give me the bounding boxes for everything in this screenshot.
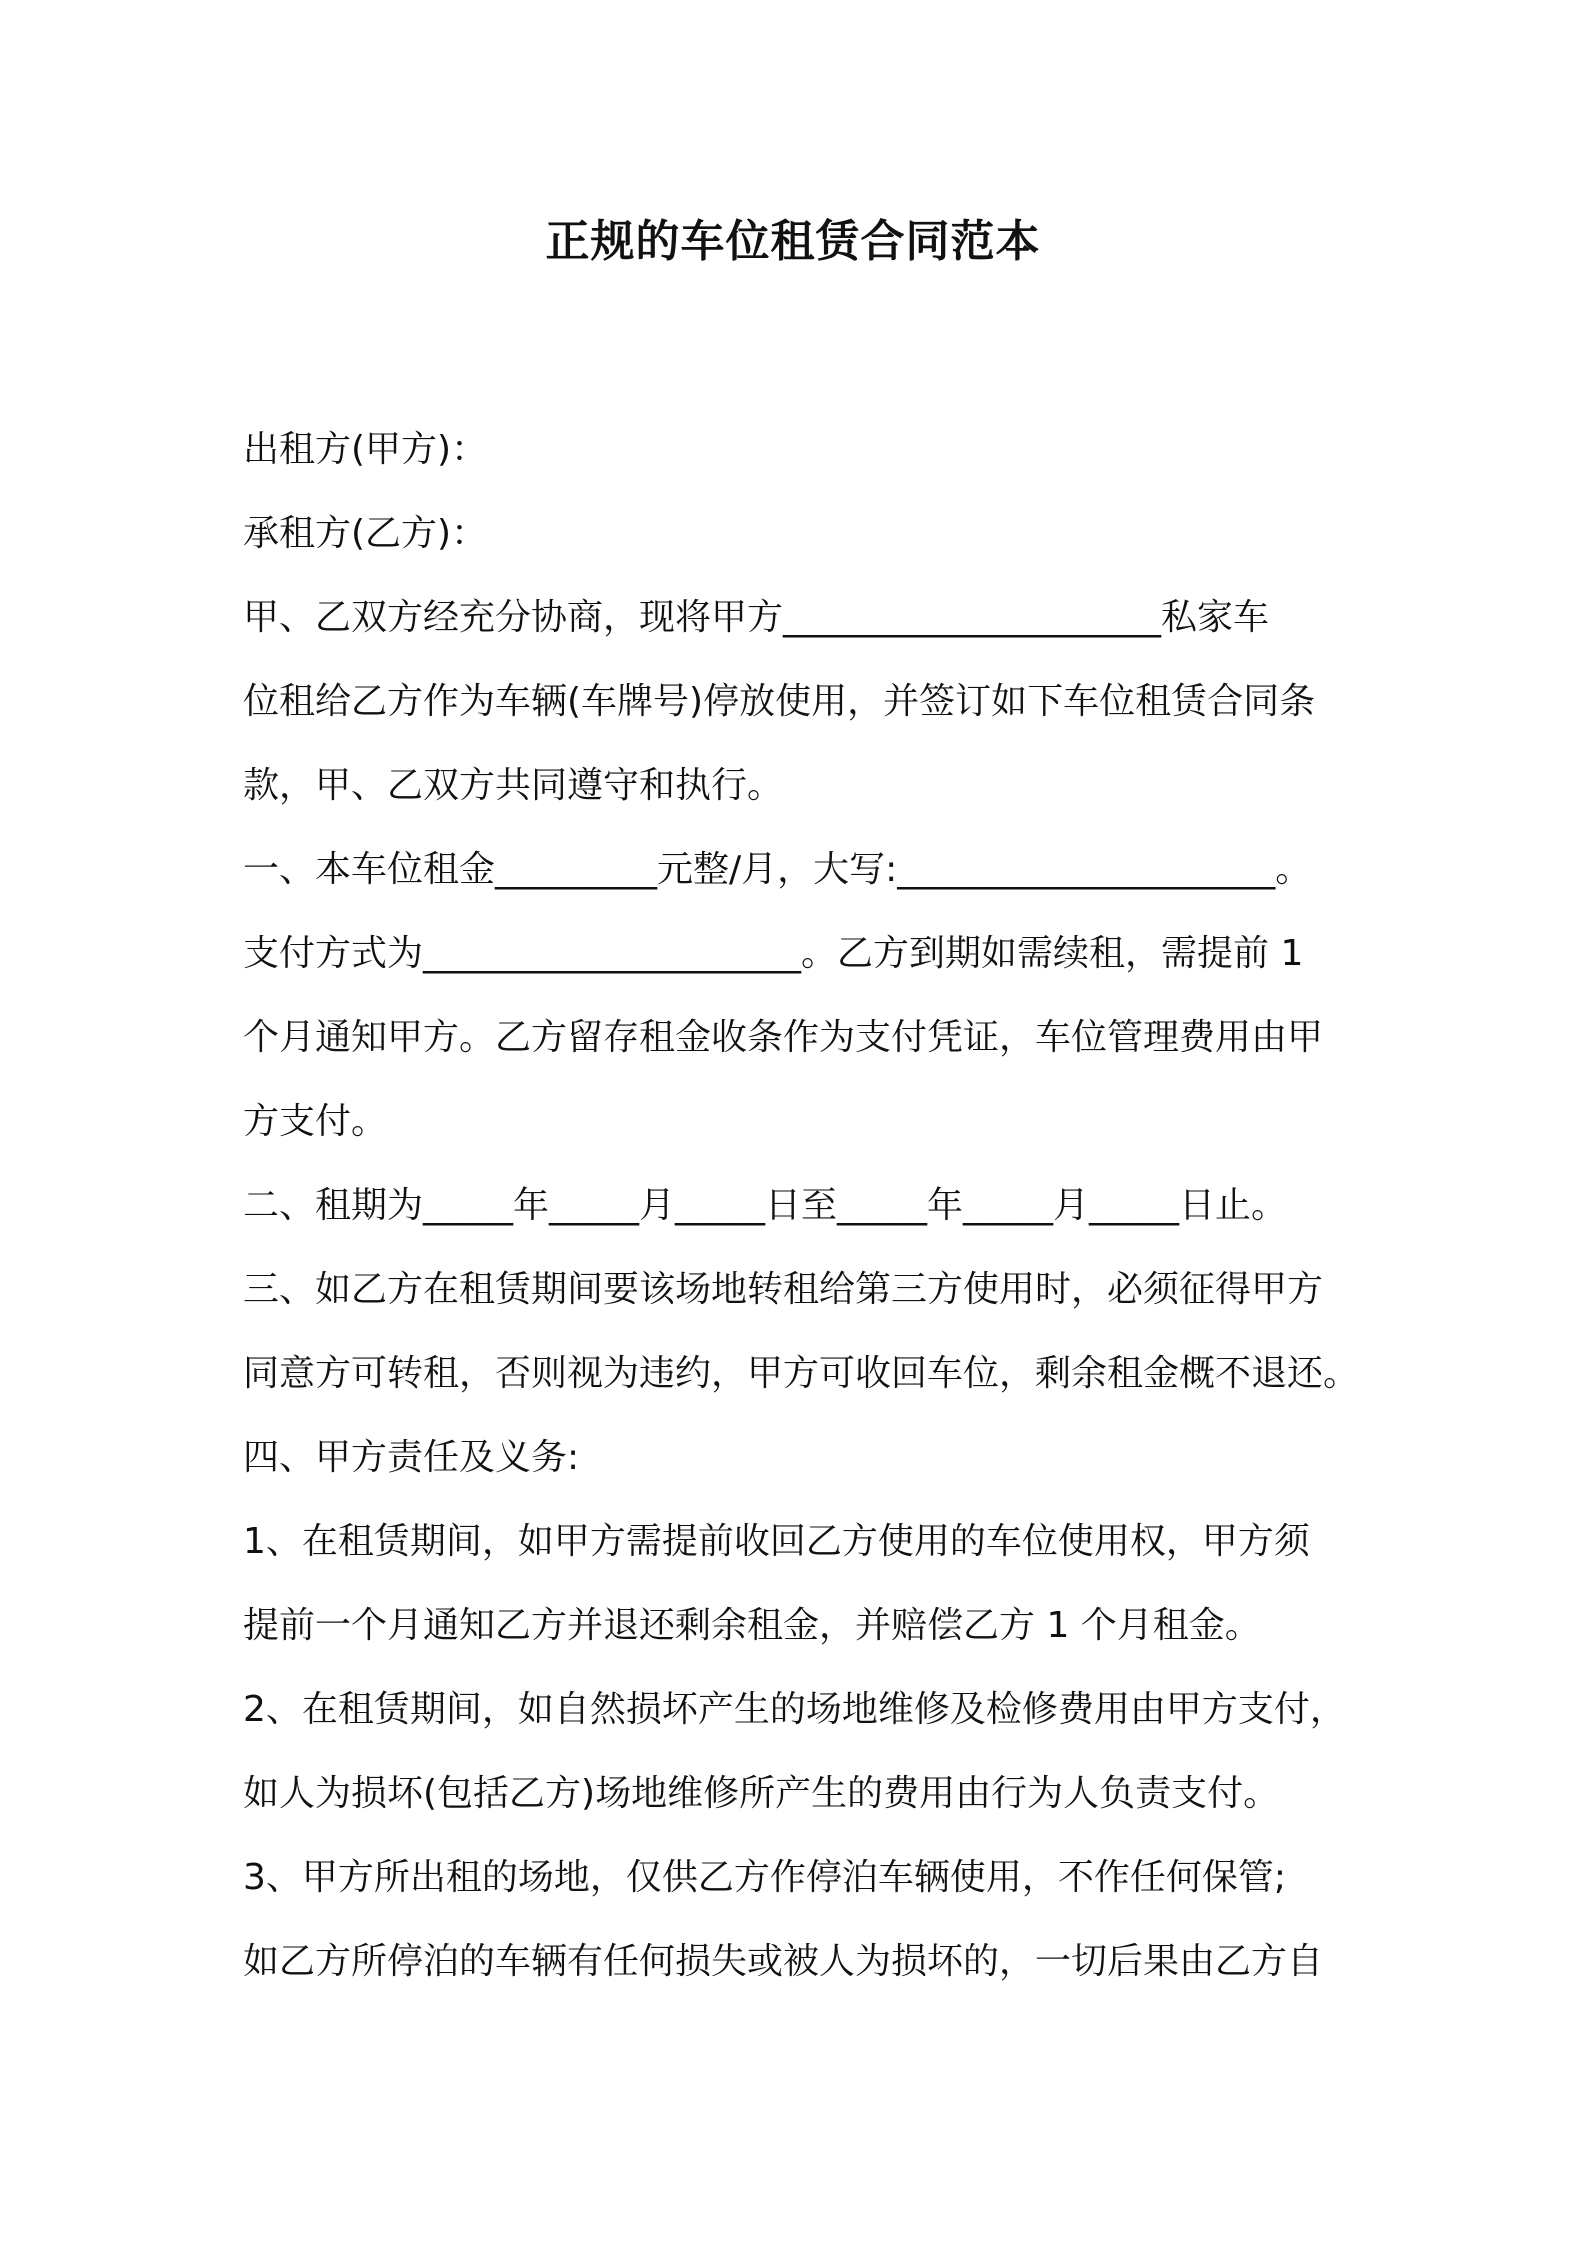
text-line: 3、甲方所出租的场地，仅供乙方作停泊车辆使用，不作任何保管; (243, 1857, 1287, 1898)
text-line: 位租给乙方作为车辆(车牌号)停放使用，并签订如下车位租赁合同条 (243, 681, 1316, 722)
document-body (243, 408, 1383, 2004)
text-line: 支付方式为_____________________。乙方到期如需续租，需提前 1 (243, 933, 1304, 974)
text-line: 四、甲方责任及义务: (243, 1437, 580, 1478)
document-title: 正规的车位租赁合同范本 (545, 216, 1041, 267)
text-line: 1、在租赁期间，如甲方需提前收回乙方使用的车位使用权，甲方须 (243, 1521, 1310, 1562)
text-line: 款，甲、乙双方共同遵守和执行。 (243, 765, 784, 806)
text-line: 个月通知甲方。乙方留存租金收条作为支付凭证，车位管理费用由甲 (243, 1017, 1324, 1058)
text-line: 甲、乙双方经充分协商，现将甲方_____________________私家车 (243, 597, 1270, 638)
text-line: 二、租期为_____年_____月_____日至_____年_____月_____日止。 (243, 1185, 1288, 1226)
text-line: 承租方(乙方)： (243, 513, 488, 554)
text-line: 同意方可转租，否则视为违约，甲方可收回车位，剩余租金概不退还。 (243, 1353, 1360, 1394)
text-line: 如人为损坏(包括乙方)场地维修所产生的费用由行为人负责支付。 (243, 1773, 1280, 1814)
text-line: 出租方(甲方)： (243, 429, 488, 470)
text-line: 如乙方所停泊的车辆有任何损失或被人为损坏的，一切后果由乙方自 (243, 1941, 1324, 1982)
text-line: 一、本车位租金_________元整/月，大写:_____________________。 (243, 849, 1312, 890)
text-line: 三、如乙方在租赁期间要该场地转租给第三方使用时，必须征得甲方 (243, 1269, 1324, 1310)
text-line: 提前一个月通知乙方并退还剩余租金，并赔偿乙方 1 个月租金。 (243, 1605, 1261, 1646)
text-line: 方支付。 (243, 1101, 388, 1142)
text-line: 2、在租赁期间，如自然损坏产生的场地维修及检修费用由甲方支付， (243, 1689, 1346, 1730)
